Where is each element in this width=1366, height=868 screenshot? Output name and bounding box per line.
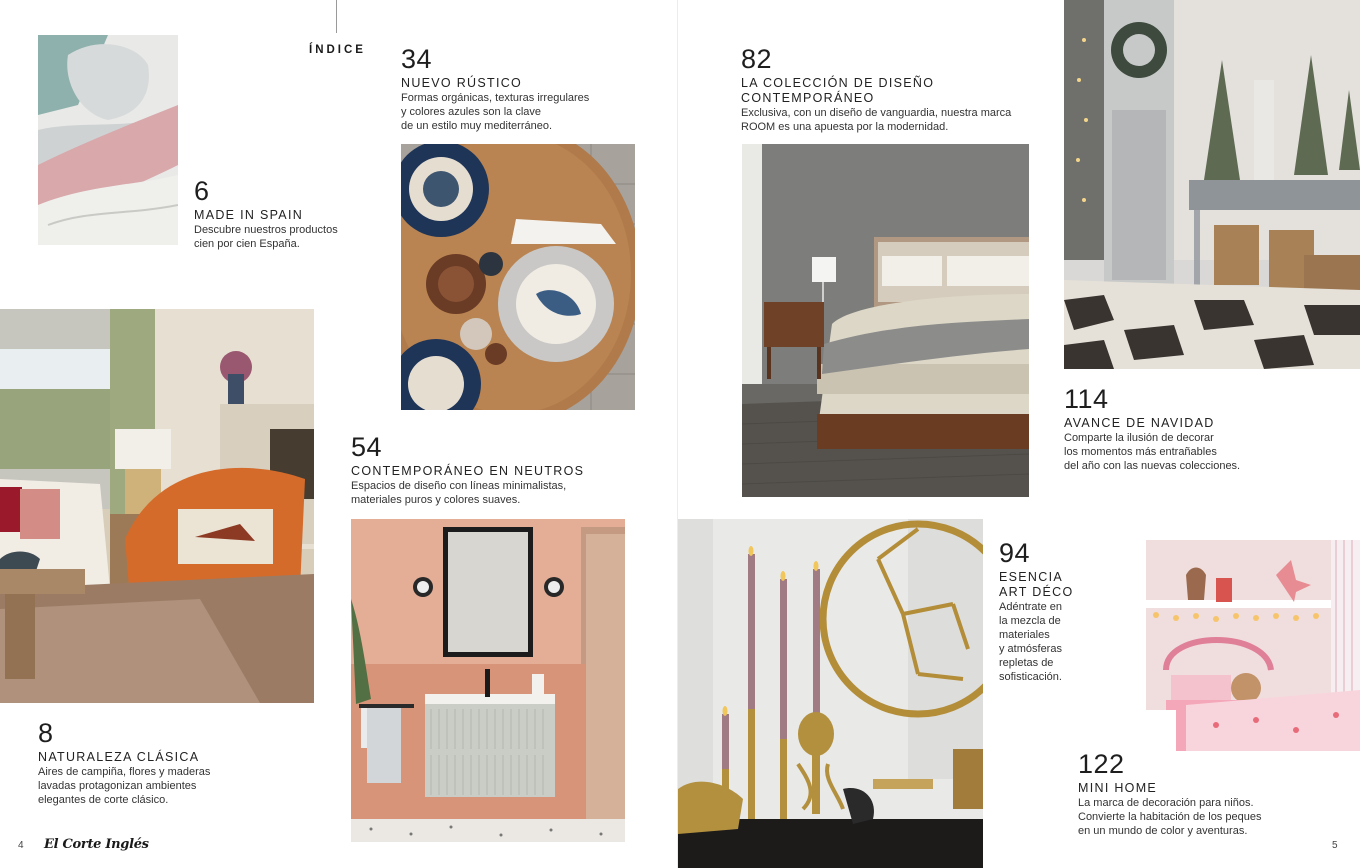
entry-description xyxy=(1078,796,1261,838)
entry-description xyxy=(999,600,1074,684)
entry-title: NATURALEZA CLÁSICA xyxy=(38,750,200,764)
rustic-tableware-image xyxy=(401,144,635,410)
index-entry-mini-home[interactable] xyxy=(1078,750,1261,838)
entry-description xyxy=(401,91,589,133)
title-line: CONTEMPORÁNEO xyxy=(741,91,875,105)
desc-line: de un estilo muy mediterráneo. xyxy=(401,120,553,132)
desc-line: del año con las nuevas colecciones. xyxy=(1064,460,1241,472)
index-entry-coleccion-diseno[interactable] xyxy=(741,45,1011,134)
index-entry-contemporaneo-neutros[interactable] xyxy=(351,433,584,507)
entry-title: MINI HOME xyxy=(1078,781,1158,795)
entry-title: AVANCE DE NAVIDAD xyxy=(1064,416,1215,430)
entry-title xyxy=(999,570,1074,600)
entry-page-number: 54 xyxy=(351,432,383,462)
entry-description xyxy=(38,765,210,807)
desc-line: Comparte la ilusión de decorar xyxy=(1064,432,1214,444)
entry-page-number: 8 xyxy=(38,718,54,748)
indice-heading: ÍNDICE xyxy=(309,44,366,56)
desc-line: Aires de campiña, flores y maderas xyxy=(38,766,211,778)
entry-page-number: 122 xyxy=(1078,749,1125,779)
top-rule xyxy=(336,0,337,33)
bedding-linen-image xyxy=(38,35,178,245)
desc-line: Formas orgánicas, texturas irregulares xyxy=(401,92,590,104)
desc-line: elegantes de corte clásico. xyxy=(38,794,169,806)
classic-living-room-image xyxy=(0,309,314,703)
desc-line: y colores azules son la clave xyxy=(401,106,542,118)
desc-line: repletas de xyxy=(999,657,1054,669)
title-line: ART DÉCO xyxy=(999,585,1074,599)
desc-line: ROOM es una apuesta por la modernidad. xyxy=(741,121,949,133)
desc-line: la mezcla de xyxy=(999,615,1061,627)
entry-page-number: 114 xyxy=(1064,384,1109,414)
entry-title: NUEVO RÚSTICO xyxy=(401,76,523,90)
entry-page-number: 94 xyxy=(999,538,1031,568)
index-entry-esencia-art-deco[interactable] xyxy=(999,539,1074,684)
desc-line: materiales puros y colores suaves. xyxy=(351,494,521,506)
index-entry-naturaleza-clasica[interactable] xyxy=(38,719,210,807)
entry-title: MADE IN SPAIN xyxy=(194,208,304,222)
right-page-number: 5 xyxy=(1332,840,1338,851)
desc-line: materiales xyxy=(999,629,1050,641)
title-line: LA COLECCIÓN DE DISEÑO xyxy=(741,76,935,90)
index-entry-made-in-spain[interactable] xyxy=(194,177,338,251)
entry-page-number: 6 xyxy=(194,176,210,206)
index-entry-nuevo-rustico[interactable] xyxy=(401,45,589,133)
christmas-hallway-image xyxy=(1064,0,1360,369)
desc-line: Descubre nuestros productos xyxy=(194,224,338,236)
entry-title: CONTEMPORÁNEO EN NEUTROS xyxy=(351,464,585,478)
desc-line: Espacios de diseño con líneas minimalistas, xyxy=(351,480,567,492)
desc-line: Exclusiva, con un diseño de vanguardia, nuestra marca xyxy=(741,107,1012,119)
desc-line: Adéntrate en xyxy=(999,601,1062,613)
entry-page-number: 34 xyxy=(401,44,433,74)
kids-room-image xyxy=(1146,540,1360,751)
neutral-bathroom-image xyxy=(351,519,625,842)
desc-line: en un mundo de color y aventuras. xyxy=(1078,825,1248,837)
desc-line: los momentos más entrañables xyxy=(1064,446,1217,458)
left-page-number: 4 xyxy=(18,840,24,851)
entry-description xyxy=(741,106,1011,134)
index-entry-avance-navidad[interactable] xyxy=(1064,385,1240,473)
desc-line: La marca de decoración para niños. xyxy=(1078,797,1254,809)
contemporary-bedroom-image xyxy=(742,144,1029,497)
entry-description xyxy=(1064,431,1240,473)
entry-description xyxy=(194,223,338,251)
desc-line: sofisticación. xyxy=(999,671,1062,683)
entry-page-number: 82 xyxy=(741,44,773,74)
entry-description xyxy=(351,479,584,507)
desc-line: Convierte la habitación de los peques xyxy=(1078,811,1262,823)
desc-line: cien por cien España. xyxy=(194,238,300,250)
el-corte-ingles-logo: El Corte Inglés xyxy=(44,837,149,852)
art-deco-candles-image xyxy=(678,519,983,868)
desc-line: y atmósferas xyxy=(999,643,1062,655)
desc-line: lavadas protagonizan ambientes xyxy=(38,780,197,792)
entry-title xyxy=(741,76,1011,106)
title-line: ESENCIA xyxy=(999,570,1063,584)
